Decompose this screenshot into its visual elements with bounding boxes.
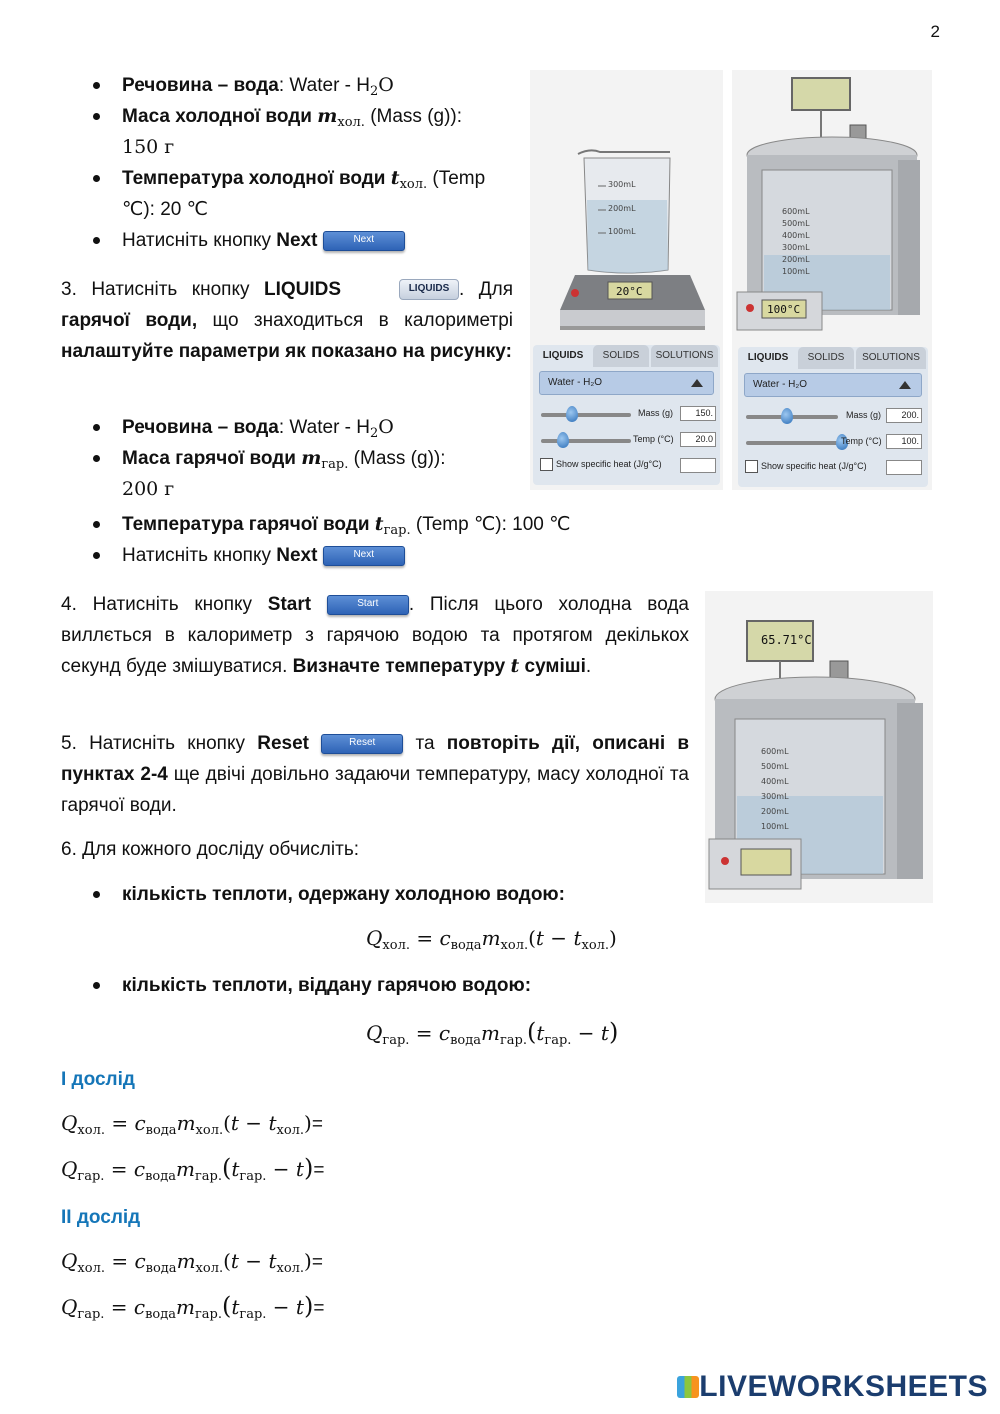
- temp-slider-track[interactable]: [746, 441, 838, 445]
- step3-paragraph: 3. Натисніть кнопку LIQUIDS LIQUIDS . Для гарячої води, що знаходиться в калориметрі налаштуйте параметри як показано на рисунку:: [61, 279, 513, 362]
- beaker-mark: 600mL: [782, 207, 810, 216]
- calorimeter-display: 100°C: [767, 303, 801, 316]
- list-item: Натисніть кнопку Next Next: [62, 225, 514, 256]
- step4-paragraph: 4. Натисніть кнопку Start Start . Після цього холодна вода виллється в калориметр з гарячою водою та протягом декількох секунд буде змішуватися. Визначте температуру t суміші.: [61, 594, 689, 677]
- exp2-q-cold: $Q_{хол.} = c_{вода}m_{хол.}(t - t_{хол.})=$: [61, 1249, 323, 1276]
- temp-label: Temp (°C): [633, 434, 674, 444]
- show-heat-label: Show specific heat (J/g°C): [761, 461, 867, 471]
- beaker-mark: 200mL: [761, 807, 789, 816]
- beaker-mark: 300mL: [761, 792, 789, 801]
- beaker-mark: 200mL: [782, 255, 810, 264]
- beaker-mark: 200mL: [608, 204, 636, 213]
- liquids-button[interactable]: LIQUIDS: [399, 279, 459, 300]
- substance-select[interactable]: Water - H₂O: [744, 373, 922, 397]
- triangle-up-icon: [899, 381, 911, 389]
- exp2-q-hot: $Q_{гар.} = c_{вода}m_{гар.}(t_{гар.} - t)=$: [61, 1292, 325, 1322]
- list-item: Температура гарячої води $t_{гар.}$ (Temp ℃): 100 ℃: [62, 509, 682, 540]
- beaker-mark: 100mL: [608, 227, 636, 236]
- formula-q-cold: $Q_{хол.} = c_{вода}m_{хол.}(t - t_{хол.})$: [366, 926, 617, 953]
- step6-list-2: [62, 970, 682, 1001]
- page-number: 2: [930, 22, 940, 41]
- tab-liquids[interactable]: LIQUIDS: [535, 345, 591, 367]
- step3-list-cont: [62, 509, 682, 571]
- logo-icon: [677, 1376, 699, 1398]
- list-item: Маса гарячої води $m_{гар.}$ (Mass (g)): 200 г: [62, 443, 514, 505]
- mass-slider-knob[interactable]: [566, 406, 578, 422]
- liquids-control-panel: [533, 345, 720, 485]
- triangle-up-icon: [691, 379, 703, 387]
- temp-value[interactable]: 20.0: [680, 432, 716, 447]
- beaker-mark: 100mL: [761, 822, 789, 831]
- step2-list: [62, 70, 514, 256]
- temp-slider-knob[interactable]: [557, 432, 569, 448]
- calorimeter-display: 65.71°C: [761, 633, 812, 647]
- beaker-mark: 300mL: [608, 180, 636, 189]
- specific-heat-value[interactable]: [886, 460, 922, 475]
- show-heat-checkbox[interactable]: [745, 460, 758, 473]
- list-item: кількість теплоти, одержану холодною водою:: [62, 879, 682, 910]
- show-heat-checkbox[interactable]: [540, 458, 553, 471]
- liquids-control-panel: [738, 347, 928, 487]
- step6-list-1: [62, 879, 682, 910]
- next-button[interactable]: Next: [323, 231, 405, 251]
- beaker-mark: 400mL: [761, 777, 789, 786]
- substance-select[interactable]: Water - H₂O: [539, 371, 714, 395]
- list-item: Маса холодної води $m_{хол.}$ (Mass (g)): 150 г: [62, 101, 514, 163]
- mass-label: Mass (g): [638, 408, 674, 418]
- liveworksheets-logo: LIVEWORKSHEETS: [677, 1370, 988, 1404]
- temp-slider-track[interactable]: [541, 439, 631, 443]
- beaker-mark: 500mL: [761, 762, 789, 771]
- exp1-q-hot: $Q_{гар.} = c_{вода}m_{гар.}(t_{гар.} - t)=$: [61, 1154, 325, 1184]
- tab-solutions[interactable]: SOLUTIONS: [651, 345, 718, 367]
- step3-list: [62, 412, 514, 505]
- sim-cold-water-image: [530, 70, 723, 490]
- list-item: кількість теплоти, віддану гарячою водою:: [62, 970, 682, 1001]
- reset-button[interactable]: Reset: [321, 734, 403, 754]
- list-item: Речовина – вода: Water - $H_2O$: [62, 70, 514, 101]
- beaker-mark: 100mL: [782, 267, 810, 276]
- beaker-mark: 500mL: [782, 219, 810, 228]
- sim-mix-image: [705, 591, 933, 903]
- exp1-q-cold: $Q_{хол.} = c_{вода}m_{хол.}(t - t_{хол.})=$: [61, 1111, 323, 1138]
- mass-slider-track[interactable]: [541, 413, 631, 417]
- step5-paragraph: 5. Натисніть кнопку Reset Reset та повторіть дії, описані в пунктах 2-4 ще двічі довільно задаючи температуру, масу холодної та гарячої води.: [61, 733, 690, 816]
- next-button[interactable]: Next: [323, 546, 405, 566]
- sim-hot-water-image: [732, 70, 932, 490]
- temp-label: Temp (°C): [841, 436, 882, 446]
- temp-value[interactable]: 100.: [886, 434, 922, 449]
- mass-label: Mass (g): [846, 410, 882, 420]
- tab-solutions[interactable]: SOLUTIONS: [856, 347, 926, 369]
- list-item: Натисніть кнопку Next Next: [62, 540, 682, 571]
- beaker-mark: 300mL: [782, 243, 810, 252]
- mass-value[interactable]: 150.: [680, 406, 716, 421]
- calorimeter-illustration: [732, 70, 932, 350]
- step6-text: 6. Для кожного досліду обчисліть:: [61, 839, 359, 860]
- calorimeter-mix-illustration: [705, 591, 933, 903]
- beaker-mark: 600mL: [761, 747, 789, 756]
- experiment-1-heading: I дослід: [61, 1069, 135, 1090]
- tab-solids[interactable]: SOLIDS: [798, 347, 854, 369]
- show-heat-label: Show specific heat (J/g°C): [556, 459, 662, 469]
- tab-solids[interactable]: SOLIDS: [593, 345, 649, 367]
- start-button[interactable]: Start: [327, 595, 409, 615]
- beaker-mark: 400mL: [782, 231, 810, 240]
- scale-display: 20°C: [616, 285, 643, 298]
- experiment-2-heading: II дослід: [61, 1207, 141, 1228]
- mass-value[interactable]: 200.: [886, 408, 922, 423]
- list-item: Температура холодної води $t_{хол.}$ (Temp ℃): 20 ℃: [62, 163, 514, 225]
- tab-liquids[interactable]: LIQUIDS: [740, 347, 796, 369]
- list-item: Речовина – вода: Water - $H_2O$: [62, 412, 514, 443]
- mass-slider-knob[interactable]: [781, 408, 793, 424]
- formula-q-hot: $Q_{гар.} = c_{вода}m_{гар.}(t_{гар.} - t)$: [366, 1018, 619, 1048]
- specific-heat-value[interactable]: [680, 458, 716, 473]
